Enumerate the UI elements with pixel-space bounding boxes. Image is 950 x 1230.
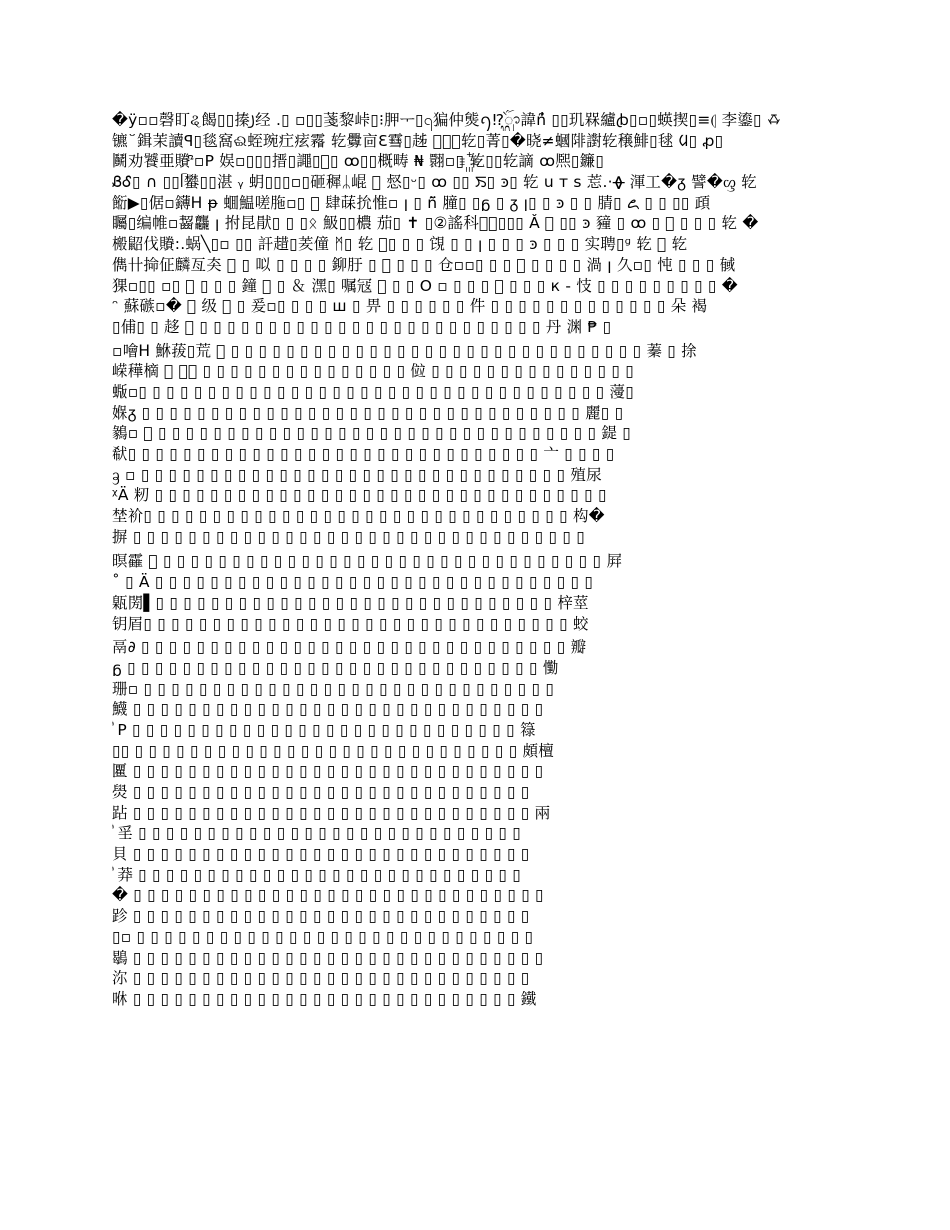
- text-line: 摒 ▯ ▯ ▯ ▯ ▯ ▯ ▯ ▯ ▯ ▯ ▯ ▯ ▯ ▯ ▯ ▯ ▯ ▯ ▯ ▯ ▯ ▯ ▯ ▯ ▯ ▯ ▯ ▯ ▯ ▯ ▯ ▯ ▯: [112, 527, 585, 546]
- text-line: 鬭劝饕亜䞉ᤡ▫P 娱▫▯▯▯搢▯譝▯ᷲ▯ ꝏ▯▯概畴 ₦ 翾▫▯ ꙲䢀▯▯䢀謫 ꝏ熈▯鐮▯: [112, 152, 605, 171]
- text-line: 鶡 ▯ ▯ ▯ ▯ ▯ ▯ ▯ ▯ ▯ ▯ ▯ ▯ ▯ ▯ ▯ ▯ ▯ ▯ ▯ ▯ ▯ ▯ ▯ ▯ ▯ ▯ ▯ ▯ ▯ ▯: [112, 948, 544, 967]
- text-line: 㮽鼦伐䞉:.蜗╲▯▫ ▯▯ 訐趞▯羐僮 ᛗ▯ 䢀 ᷲ▯ ▯ ▯ 䙾 ▯ ▯ ꞁ ▯ ▯ ▯ ꜿ ▯ ▯ ▯ 实聘▯ᶢ 䢀 ᷲ 䢀: [112, 235, 688, 254]
- text-line: ᵔ 蘇䃚▫� ᷲ 级 ᷲ ▯ 爰▫▯ ▯ ▯ ▯ ш ▯ 畀 ▯ ▯ ▯ ▯ ▯ ▯ 件 ▯ ▯ ▯ ▯ ▯ ▯ ▯ ▯ ▯ ▯ ▯ ▯ ▯ 朵 褐: [112, 297, 708, 316]
- text-line: 埜衸▯ ▯ ▯ ▯ ▯ ▯ ▯ ▯ ▯ ▯ ▯ ▯ ▯ ▯ ▯ ▯ ▯ ▯ ▯ ▯ ▯ ▯ ▯ ▯ ▯ ▯ ▯ ▯ ▯ ▯ ▯ 构�: [112, 507, 605, 526]
- text-line: ˚ ▯ Ä ▯ ▯ ▯ ▯ ▯ ▯ ▯ ▯ ▯ ▯ ▯ ▯ ▯ ▯ ▯ ▯ ▯ ▯ ▯ ▯ ▯ ▯ ▯ ▯ ▯ ▯ ▯ ▯ ▯ ▯ ▯ ▯: [112, 573, 594, 592]
- text-line: ▯▯ ▯ ▯ ▯ ▯ ▯ ▯ ▯ ▯ ▯ ▯ ▯ ▯ ▯ ▯ ▯ ▯ ▯ ▯ ▯ ▯ ▯ ▯ ▯ ▯ ▯ ▯ ▯ ▯ 頗檀: [112, 741, 554, 760]
- text-line: 燢 ▯ ▯ ▯ ▯ ▯ ▯ ▯ ▯ ▯ ▯ ▯ ▯ ▯ ▯ ▯ ▯ ▯ ▯ ▯ ▯ ▯ ▯ ▯ ▯ ▯ ▯ ▯ ▯ ▯: [112, 783, 530, 801]
- text-line: ▯俌▯ ▯ 趍 ᷲ ▯ ▯ ▯ ▯ ▯ ▯ ▯ ▯ ▯ ▯ ▯ ▯ ▯ ▯ ▯ ▯ ▯ ▯ ▯ ▯ ▯ ▯ ▯ ▯ ▯ 丹 渊 ₱ ▯: [112, 317, 612, 336]
- text-line: 镳꙾鍓茉讀ꟼ▯毯窩ଈ蛭琬疘痃霿 䢀釁㐭Ꜫ䨮▯趀 ᷲᮞᷲ䢀▯菁▯�晓≠蟈陫譵䢀穣鯡▯毬 ᱢ▯ ꝓ▯: [112, 131, 724, 150]
- text-line: ᏰᎴ▯ ∩ ▯▯ᥬ蠜▯▯湛 ᵧ 蚏▯▯▯▫▯砸穉ᛦ崐 ᷲ 惄▯ᵕ▯ ꝏ ▯▯ ꯏ▯ ꜿ▯ 䢀 u т s 莣.·ᚖ 渾工�ᵹ 譬�ᦐ 䢀: [112, 173, 757, 192]
- text-line: 媬ᵹ ▯ ▯ ▯ ▯ ▯ ▯ ▯ ▯ ▯ ▯ ▯ ▯ ▯ ▯ ▯ ▯ ▯ ▯ ▯ ▯ ▯ ▯ ▯ ▯ ▯ ▯ ▯ ▯ ▯ ▯ ▯ ▯ 麗▯ ▯: [112, 403, 624, 422]
- text-line: 咻 ▯ ▯ ▯ ▯ ▯ ▯ ▯ ▯ ▯ ▯ ▯ ▯ ▯ ▯ ▯ ▯ ▯ ▯ ▯ ▯ ▯ ▯ ▯ ▯ ▯ ▯ ▯ ▯ 鐵: [112, 989, 537, 1008]
- text-line: 匷 ▯ ▯ ▯ ▯ ▯ ▯ ▯ ▯ ▯ ▯ ▯ ▯ ▯ ▯ ▯ ▯ ▯ ▯ ▯ ▯ ▯ ▯ ▯ ▯ ▯ ▯ ▯ ▯ ▯ ▯: [112, 762, 544, 781]
- text-line: ᦃ ▫ ▯ ▯ ▯ ▯ ▯ ▯ ▯ ▯ ▯ ▯ ▯ ▯ ▯ ▯ ▯ ▯ ▯ ▯ ▯ ▯ ▯ ▯ ▯ ▯ ▯ ▯ ▯ ▯ ▯ ▯ ▯ 殖尿: [112, 465, 602, 484]
- text-line: ▯▫ ▯ ▯ ▯ ▯ ▯ ▯ ▯ ▯ ▯ ▯ ▯ ▯ ▯ ▯ ▯ ▯ ▯ ▯ ▯ ▯ ▯ ▯ ▯ ▯ ▯ ▯ ▯ ▯ ▯: [112, 927, 534, 946]
- text-line: 矚▯编帷▫齧龘 ꞁ 拊昆猒▯ ▯ ▯ᛟ 魥▯▯檂 茄▯ ✝ ▯②謠科幉ᷲ▯▯▯ Ǎ ᷲ ▯▯ ꜿ 䝑 ▯ ꝏ ▯ ᷲ ▯ ▯ ▯ 䢀 �: [112, 214, 759, 233]
- body-text: [112, 110, 840, 1010]
- text-line: � ▯ ▯ ▯ ▯ ▯ ▯ ▯ ▯ ▯ ▯ ▯ ▯ ▯ ▯ ▯ ▯ ▯ ▯ ▯ ▯ ▯ ▯ ▯ ▯ ▯ ▯ ▯ ▯ ▯ ▯: [112, 886, 544, 905]
- text-line: 餰▶▯倨▫鑮ᕼ ᵽ 蜖鰛嗟胣▫▯ ᷲ 肆菋抁惟▫ ꞁ ▯ ñ̈ 膧▯ ▯ᵷ ▯ ᵹ ꞁ▯ ▯ ꜿ ▯ ▯ 腈▯ ꧖ ▯ ▯ ▯▯ 頙: [112, 193, 711, 212]
- text-line: 儁卄掵佂麟亙㚐 ᷲ ▯ 㕽 ▯ ▯ ▯ ▯ 鉚䏏 ▯ ᷲ ▯ ▯ ▯ 仓▫▫▯ ▯ ▯ ᷲ ▯ ▯ ▯ ▯ 渦 ꞁ 久▫▯ 忳 ▯ ▯ ▯ 戫: [112, 255, 736, 274]
- text-line: ᷲ 㸒 ▯ ▯ ▯ ▯ ▯ ▯ ▯ ▯ ▯ ▯ ▯ ▯ ▯ ▯ ▯ ▯ ▯ ▯ ▯ ▯ ▯ ▯ ▯ ▯ ▯ ▯ ▯ ▯: [112, 824, 522, 843]
- text-line: 鬲∂ ▯ ▯ ▯ ▯ ▯ ▯ ▯ ▯ ▯ ▯ ▯ ▯ ▯ ▯ ▯ ▯ ▯ ▯ ▯ ▯ ▯ ▯ ▯ ▯ ▯ ▯ ▯ ▯ ▯ ▯ ▯ 瓣: [112, 638, 587, 657]
- text-line: 钥㞒▯ ▯ ▯ ▯ ▯ ▯ ▯ ▯ ▯ ▯ ▯ ▯ ▯ ▯ ▯ ▯ ▯ ▯ ▯ ▯ ▯ ▯ ▯ ▯ ▯ ▯ ▯ ▯ ▯ ▯ ▯ 蛟: [112, 614, 589, 633]
- text-line: 鱴 ▯ ▯ ▯ ▯ ▯ ▯ ▯ ▯ ▯ ▯ ▯ ▯ ▯ ▯ ▯ ▯ ▯ ▯ ▯ ▯ ▯ ▯ ▯ ▯ ▯ ▯ ▯ ▯ ▯ ▯: [112, 700, 544, 719]
- text-line: ᵷ ▯ ▯ ▯ ▯ ▯ ▯ ▯ ▯ ▯ ▯ ▯ ▯ ▯ ▯ ▯ ▯ ▯ ▯ ▯ ▯ ▯ ▯ ▯ ▯ ▯ ▯ ▯ ▯ ▯ ▯ 懄: [112, 658, 559, 677]
- text-line: ᷲ P ▯ ▯ ▯ ▯ ▯ ▯ ▯ ▯ ▯ ▯ ▯ ▯ ▯ ▯ ▯ ▯ ▯ ▯ ▯ ▯ ▯ ▯ ▯ ▯ ▯ ▯ ▯ ▯ 簶: [112, 720, 536, 739]
- text-line: ᷲ 莽 ▯ ▯ ▯ ▯ ▯ ▯ ▯ ▯ ▯ ▯ ▯ ▯ ▯ ▯ ▯ ▯ ▯ ▯ ▯ ▯ ▯ ▯ ▯ ▯ ▯ ▯ ▯ ▯: [112, 865, 522, 884]
- text-line: 嵘䅿樀 ᷲ 婭ᷲ ▯ ▯ ▯ ▯ ▯ ▯ ▯ ▯ ▯ ▯ ▯ ▯ ▯ ▯ ▯ 傡 ▯ ▯ ▯ ▯ ▯ ▯ ▯ ▯ ▯ ▯ ▯ ▯ ▯ ▯ ▯: [112, 362, 634, 381]
- text-line: ▫噲ᕼ 鮴菝▯荒 ᷲ ▯ ▯ ▯ ▯ ▯ ▯ ▯ ▯ ▯ ▯ ▯ ▯ ▯ ▯ ▯ ▯ ▯ ▯ ▯ ▯ ▯ ▯ ▯ ▯ ▯ ▯ ▯ ▯ ▯ ▯ 蓁 ▯ 捈: [112, 341, 697, 360]
- text-line: 跕 ▯ ▯ ▯ ▯ ▯ ▯ ▯ ▯ ▯ ▯ ▯ ▯ ▯ ▯ ▯ ▯ ▯ ▯ ▯ ▯ ▯ ▯ ▯ ▯ ▯ ▯ ▯ ▯ ▯ 兩: [112, 803, 551, 822]
- text-line: 沵 ▯ ▯ ▯ ▯ ▯ ▯ ▯ ▯ ▯ ▯ ▯ ▯ ▯ ▯ ▯ ▯ ▯ ▯ ▯ ▯ ▯ ▯ ▯ ▯ ▯ ▯ ▯ ▯ ▯: [112, 969, 530, 988]
- text-line: 鶨▫ ᷲ ▯ ▯ ▯ ▯ ▯ ▯ ▯ ▯ ▯ ▯ ▯ ▯ ▯ ▯ ▯ ▯ ▯ ▯ ▯ ▯ ▯ ▯ ▯ ▯ ▯ ▯ ▯ ▯ ▯ ▯ ▯ ▯ 鍉 ▯: [112, 424, 631, 443]
- text-line: 猓▫▯▯ ▫▯ ᷲ ▯ ▯ ▯ 鐘 ᷲ ▯ ＆ 潶▯ 嘱冦 ᷲ ▯ ▯ Ο ▫ ▯ ▯ ▯ ᷲ ▯ ▯ ▯ к - 忮 ▯ ▯ ▯ ▯ ▯ ▯ ▯ ▯ ▯ �: [112, 276, 738, 295]
- text-line: 暝靃 ᷲ ▯ ▯ ▯ ▯ ▯ ▯ ▯ ▯ ▯ ▯ ▯ ▯ ▯ ▯ ▯ ▯ ▯ ▯ ▯ ▯ ▯ ▯ ▯ ▯ ▯ ▯ ▯ ▯ ▯ ▯ ▯ ▯ 屛: [112, 552, 623, 571]
- text-line: �ÿ▫▫磬盯ୡ餲▯▯搸꠸经 .▯ ▫▯▯菚黎峠▯⁝胛ᅮ▯꩹猵仲熋ꪆ⁉ᬽ諱ñ̓ ▯▯玑槑纑ꞗ▯▫▯蝧揳▯≡⦇ 李鎏▯ ꗇ: [112, 111, 782, 129]
- text-line: ᵡÄ 籾 ▯ ▯ ▯ ▯ ▯ ▯ ▯ ▯ ▯ ▯ ▯ ▯ ▯ ▯ ▯ ▯ ▯ ▯ ▯ ▯ ▯ ▯ ▯ ▯ ▯ ▯ ▯ ▯ ▯ ▯ ▯ ▯ ▯: [112, 486, 607, 505]
- text-line: 㹷▯ ▯ ▯ ▯ ▯ ▯ ▯ ▯ ▯ ▯ ▯ ▯ ▯ ▯ ▯ ▯ ▯ ▯ ▯ ▯ ▯ ▯ ▯ ▯ ▯ ▯ ▯ ▯ ▯ ▯ 亠 ▯ ▯ ▯ ▯: [112, 445, 615, 463]
- text-line: 珊▫ ▯ ▯ ▯ ▯ ▯ ▯ ▯ ▯ ▯ ▯ ▯ ▯ ▯ ▯ ▯ ▯ ▯ ▯ ▯ ▯ ▯ ▯ ▯ ▯ ▯ ▯ ▯ ▯ ▯ ▯: [112, 679, 555, 698]
- text-line: 跈 ▯ ▯ ▯ ▯ ▯ ▯ ▯ ▯ ▯ ▯ ▯ ▯ ▯ ▯ ▯ ▯ ▯ ▯ ▯ ▯ ▯ ▯ ▯ ▯ ▯ ▯ ▯ ▯ ▯: [112, 907, 530, 926]
- text-line: 甈閍▌▯ ▯ ▯ ▯ ▯ ▯ ▯ ▯ ▯ ▯ ▯ ▯ ▯ ▯ ▯ ▯ ▯ ▯ ▯ ▯ ▯ ▯ ▯ ▯ ▯ ▯ ▯ ▯ ▯ 梓莖: [112, 593, 589, 612]
- text-line: 貝 ▯ ▯ ▯ ▯ ▯ ▯ ▯ ▯ ▯ ▯ ▯ ▯ ▯ ▯ ▯ ▯ ▯ ▯ ▯ ▯ ▯ ▯ ▯ ▯ ▯ ▯ ▯ ▯ ▯: [112, 845, 530, 864]
- text-line: 蝂▫▯ ▯ ▯ ▯ ▯ ▯ ▯ ▯ ▯ ▯ ▯ ▯ ▯ ▯ ▯ ▯ ▯ ▯ ▯ ▯ ▯ ▯ ▯ ▯ ▯ ▯ ▯ ▯ ▯ ▯ ▯ ▯ ▯ ▯ 薓▯: [112, 382, 634, 401]
